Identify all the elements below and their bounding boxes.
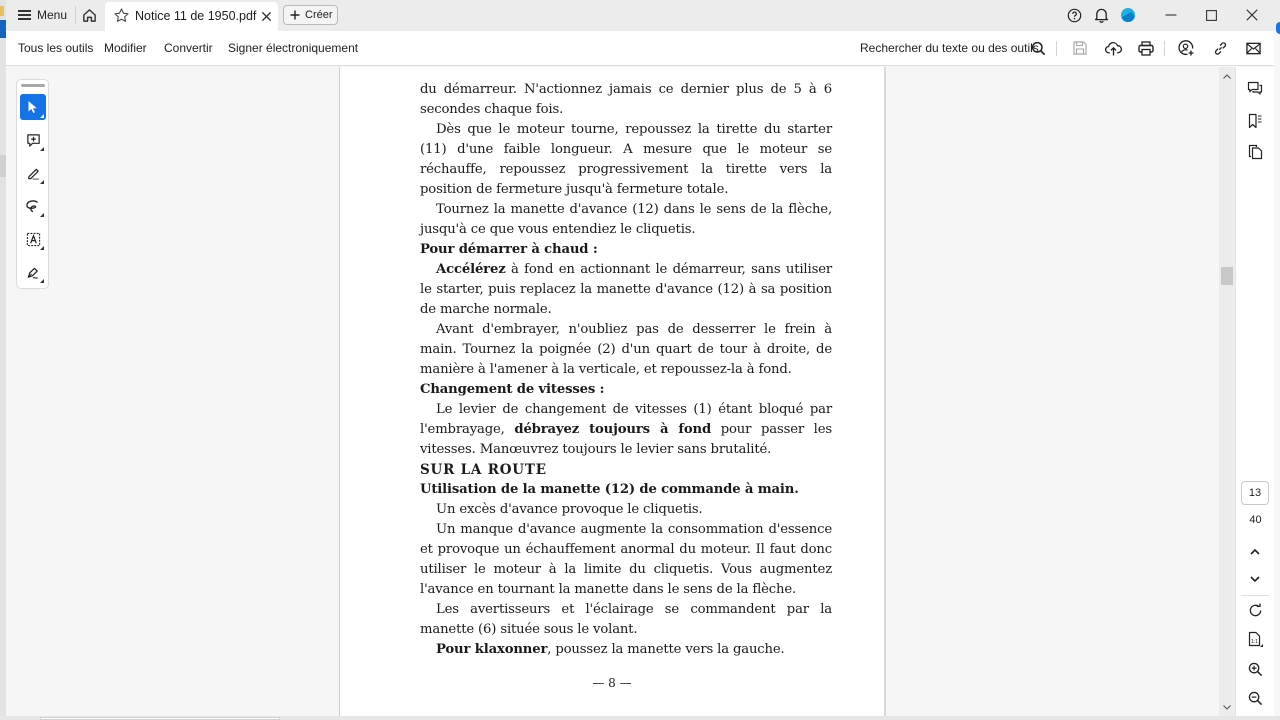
text-select-tool[interactable]	[20, 226, 46, 252]
taskbar-edge	[0, 716, 1280, 720]
rotate-icon	[1248, 603, 1263, 618]
page-number-footer: — 8 —	[592, 676, 632, 690]
window-edge-indicator	[1276, 22, 1280, 34]
lasso-icon	[25, 199, 41, 213]
select-tool[interactable]	[20, 94, 46, 120]
text: Le levier de changement de vitesses (1) étant bloqué par l'embrayage,	[420, 402, 832, 437]
window-close-button[interactable]	[1240, 4, 1264, 26]
chapter-heading: SUR LA ROUTE	[420, 462, 547, 478]
zoom-in-icon	[1248, 662, 1263, 677]
share-user-icon	[1178, 40, 1194, 56]
corner-indicator	[40, 147, 44, 151]
paragraph: du démarreur. N'actionnez jamais ce dernier plus de 5 à 6 secondes chaque fois.	[420, 82, 832, 117]
bell-icon	[1094, 7, 1109, 23]
pages-button[interactable]	[1244, 141, 1266, 163]
text: pour passer les vitesses. Manœuvrez toujours le levier sans brutalité.	[420, 422, 832, 457]
save-button[interactable]	[1070, 38, 1090, 58]
plus-icon	[290, 10, 300, 20]
save-icon	[1073, 41, 1087, 55]
cloud-upload-icon	[1105, 41, 1122, 56]
cursor-icon	[27, 100, 39, 114]
zoom-out-button[interactable]	[1244, 687, 1266, 709]
home-button[interactable]	[78, 4, 100, 26]
main-toolbar	[6, 31, 1274, 66]
window-close-icon	[1246, 9, 1258, 21]
paragraph: Tournez la manette d'avance (12) dans le sens de la flèche, jusqu'à ce que vous entendiez le cliquetis.	[420, 202, 832, 237]
corner-indicator	[40, 279, 44, 283]
chevron-down-icon	[1223, 705, 1231, 710]
next-page-button[interactable]	[1244, 568, 1266, 590]
pages-icon	[1248, 144, 1263, 160]
draw-tool[interactable]	[20, 193, 46, 219]
zoom-in-button[interactable]	[1244, 658, 1266, 680]
bold-text: Pour klaxonner	[436, 642, 548, 657]
bold-text: Accélérez	[436, 262, 506, 277]
create-button[interactable]	[283, 5, 338, 25]
share-button[interactable]	[1176, 38, 1196, 58]
email-button[interactable]	[1243, 38, 1263, 58]
add-comment-tool[interactable]	[20, 127, 46, 153]
svg-text:1:1: 1:1	[1251, 639, 1258, 645]
text: , poussez la manette vers la gauche.	[547, 642, 785, 657]
maximize-button[interactable]	[1199, 4, 1223, 26]
edit-link[interactable]: Modifier	[104, 41, 147, 55]
search-tools-field[interactable]: Rechercher du texte ou des outils	[860, 41, 1039, 55]
current-page-input[interactable]: 13	[1241, 481, 1269, 505]
rotate-button[interactable]	[1244, 599, 1266, 621]
divider	[1241, 595, 1269, 596]
divider	[1056, 41, 1057, 56]
divider	[1164, 41, 1165, 56]
title-bar	[0, 0, 1280, 31]
quick-tools-panel	[16, 79, 49, 289]
menu-label: Menu	[37, 8, 68, 22]
corner-indicator	[40, 180, 44, 184]
scroll-up-button[interactable]	[1219, 69, 1235, 83]
tab-title: Notice 11 de 1950.pdf	[135, 9, 257, 23]
paragraph: Dès que le moteur tourne, repoussez la tirette du starter (11) d'une faible longueur. A mesure que le moteur se réchauffe, repoussez progressivement la tirette vers la position de fermeture jusqu'à fermeture totale.	[420, 122, 832, 197]
add-comment-icon	[26, 133, 41, 148]
notifications-button[interactable]	[1091, 5, 1111, 25]
paragraph: Un manque d'avance augmente la consommation d'essence et provoque un échauffement anormal du moteur. Il faut donc utiliser le moteur à la limite du cliquetis. Vous augmentez l'avance en tournant la manette dans le sens de la flèche.	[420, 522, 832, 597]
next-page-icon	[1250, 576, 1260, 582]
help-button[interactable]	[1064, 5, 1084, 25]
prev-page-icon	[1250, 549, 1260, 555]
mail-icon	[1246, 42, 1261, 55]
section-heading: Pour démarrer à chaud :	[420, 242, 598, 257]
drag-handle[interactable]	[21, 84, 45, 87]
paragraph	[420, 400, 832, 460]
minimize-icon	[1165, 9, 1177, 21]
document-viewport[interactable]	[6, 67, 1235, 716]
divider	[75, 6, 76, 24]
create-label: Créer	[305, 9, 333, 21]
paragraph: Les avertisseurs et l'éclairage se commandent par la manette (6) située sous le volant.	[420, 602, 832, 637]
fit-page-button[interactable]	[1244, 628, 1266, 650]
total-pages: 40	[1249, 514, 1262, 526]
text-box-icon	[26, 232, 41, 247]
pen-icon	[26, 166, 41, 181]
print-icon	[1138, 41, 1154, 56]
paragraph: Un excès d'avance provoque le cliquetis.	[436, 502, 703, 517]
star-icon[interactable]	[113, 7, 130, 24]
right-side-panel	[1235, 67, 1274, 716]
corner-indicator	[40, 213, 44, 217]
menu-icon	[18, 10, 31, 20]
maximize-icon	[1206, 10, 1217, 21]
search-icon	[1031, 41, 1046, 56]
text: à fond en actionnant le démarreur, sans utiliser le starter, puis replacez la manette d'avance (12) à sa position de marche normale.	[420, 262, 832, 317]
previous-page-button[interactable]	[1244, 541, 1266, 563]
pdf-page	[339, 67, 886, 716]
zoom-out-icon	[1248, 691, 1263, 706]
convert-link[interactable]: Convertir	[164, 41, 213, 55]
all-tools-link[interactable]: Tous les outils	[18, 41, 94, 55]
e-sign-link[interactable]: Signer électroniquement	[228, 41, 359, 55]
link-icon	[1213, 41, 1228, 56]
bookmarks-icon	[1247, 113, 1263, 129]
print-button[interactable]	[1136, 38, 1156, 58]
section-heading: Changement de vitesses :	[420, 382, 605, 397]
bookmarks-button[interactable]	[1244, 110, 1266, 132]
comments-button[interactable]	[1244, 78, 1266, 100]
paragraph	[420, 640, 832, 660]
copy-link-button[interactable]	[1210, 38, 1230, 58]
paragraph: Avant d'embrayer, n'oubliez pas de desserrer le frein à main. Tournez la poignée (2) d'un quart de tour à droite, de manière à l'amener à la verticale, et repoussez-la à fond.	[420, 322, 832, 377]
vertical-scrollbar[interactable]	[1219, 67, 1235, 716]
fountain-pen-icon	[25, 265, 41, 280]
minimize-button[interactable]	[1159, 4, 1183, 26]
search-button[interactable]	[1028, 38, 1048, 58]
page-text	[420, 80, 832, 660]
avatar[interactable]	[1121, 8, 1135, 22]
home-icon	[82, 8, 97, 23]
corner-indicator	[40, 114, 44, 118]
paragraph	[420, 260, 832, 320]
menu-button[interactable]	[12, 4, 73, 26]
bold-text: débrayez toujours à fond	[514, 422, 712, 437]
help-icon	[1067, 8, 1082, 23]
close-icon	[261, 11, 272, 22]
highlight-tool[interactable]	[20, 160, 46, 186]
chevron-up-icon	[1223, 74, 1231, 79]
sign-tool[interactable]	[20, 259, 46, 285]
close-tab-button[interactable]	[258, 8, 274, 24]
document-tab[interactable]	[105, 2, 278, 31]
corner-indicator	[40, 246, 44, 250]
section-heading: Utilisation de la manette (12) de commande à main.	[420, 482, 799, 497]
upload-button[interactable]	[1103, 38, 1123, 58]
comments-icon	[1247, 81, 1263, 97]
scroll-down-button[interactable]	[1219, 700, 1235, 714]
scroll-thumb[interactable]	[1221, 267, 1233, 285]
fit-page-icon	[1247, 631, 1263, 647]
